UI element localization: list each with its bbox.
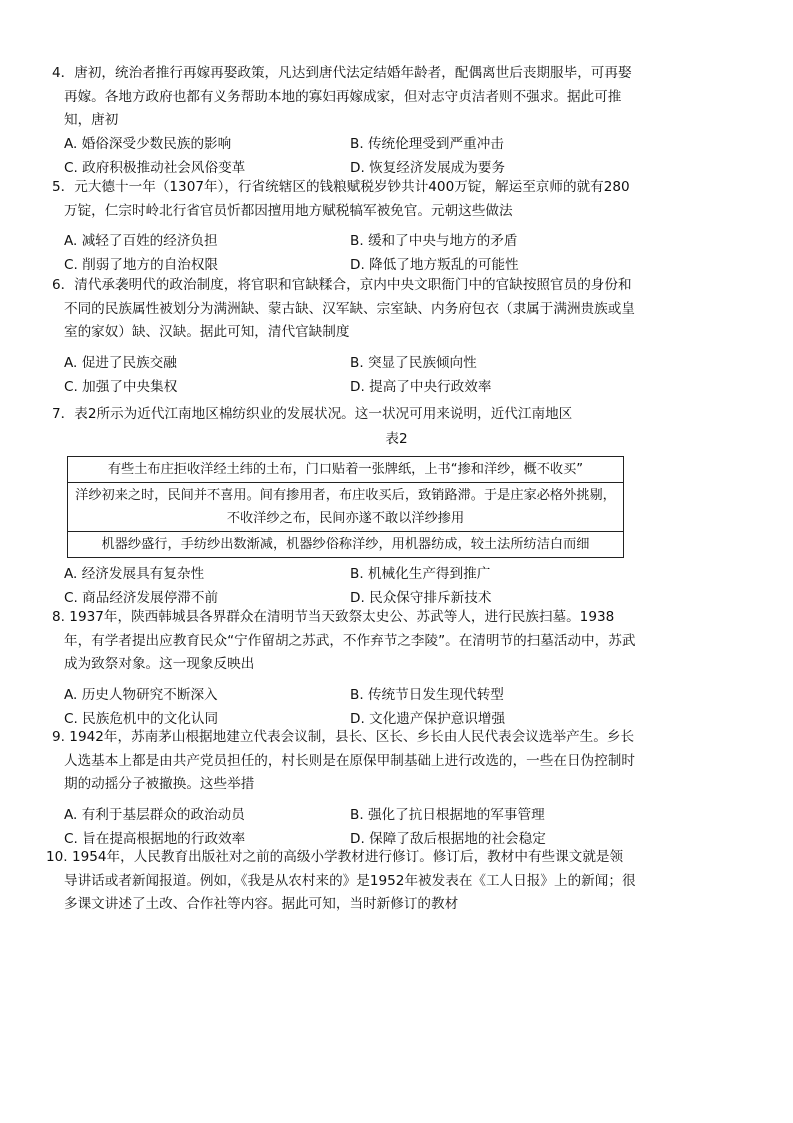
- option-b[interactable]: B. 机械化生产得到推广: [350, 566, 491, 582]
- option-a[interactable]: A. 婚俗深受少数民族的影响: [64, 136, 232, 152]
- option-b[interactable]: B. 传统伦理受到严重冲击: [350, 136, 504, 152]
- option-c[interactable]: C. 民族危机中的文化认同: [64, 711, 219, 727]
- question-4-stem: 4．唐初，统治者推行再嫁再娶政策，凡达到唐代法定结婚年龄者，配偶离世后丧期服毕，可再娶再嫁。各地方政府也都有义务帮助本地的寡妇再嫁成家，但对志守贞洁者则不强求。据此可推知，唐初: [52, 65, 632, 129]
- question-8-options: [64, 683, 636, 731]
- table-cell: 有些土布庄拒收洋经土纬的土布，门口贴着一张牌纸，上书“掺和洋纱，概不收买”: [68, 457, 624, 483]
- table-row: [68, 457, 624, 483]
- question-4-options: [64, 132, 636, 180]
- option-a[interactable]: A. 历史人物研究不断深入: [64, 687, 218, 703]
- question-9: [52, 726, 636, 797]
- question-8: [52, 606, 636, 677]
- question-5: [52, 176, 636, 223]
- option-c[interactable]: C. 商品经济发展停滞不前: [64, 590, 219, 606]
- option-c[interactable]: C. 削弱了地方的自治权限: [64, 257, 219, 273]
- data-table: [67, 456, 624, 558]
- question-7-options: [64, 562, 636, 610]
- table-row: [68, 483, 624, 532]
- option-c[interactable]: C. 政府积极推动社会风俗变革: [64, 160, 246, 176]
- table-title: 表2: [385, 431, 408, 447]
- option-b[interactable]: B. 强化了抗日根据地的军事管理: [350, 807, 545, 823]
- question-9-options: [64, 803, 636, 851]
- table-cell: 洋纱初来之时，民间并不喜用。间有掺用者，布庄收买后，致销路滞。于是庄家必格外挑剔，不收洋纱之布，民间亦遂不敢以洋纱掺用: [68, 483, 624, 532]
- question-5-stem: 5．元大德十一年（1307年），行省统辖区的钱粮赋税岁钞共计400万锭，解运至京师的就有280万锭，仁宗时岭北行省官员忻都因擅用地方赋税犒军被免官。元朝这些做法: [52, 179, 630, 219]
- option-b[interactable]: B. 传统节日发生现代转型: [350, 687, 504, 703]
- option-a[interactable]: A. 促进了民族交融: [64, 355, 177, 371]
- question-5-options: [64, 229, 636, 277]
- option-a[interactable]: A. 经济发展具有复杂性: [64, 566, 205, 582]
- question-10: [46, 846, 636, 917]
- question-4: [52, 62, 636, 133]
- question-6: [52, 274, 636, 345]
- option-d[interactable]: D. 保障了敌后根据地的社会稳定: [350, 831, 546, 847]
- option-d[interactable]: D. 恢复经济发展成为要务: [350, 160, 506, 176]
- option-a[interactable]: A. 减轻了百姓的经济负担: [64, 233, 218, 249]
- question-7-stem: 7．表2所示为近代江南地区棉纺织业的发展状况。这一状况可用来说明，近代江南地区: [52, 406, 573, 422]
- option-d[interactable]: D. 提高了中央行政效率: [350, 379, 492, 395]
- option-d[interactable]: D. 降低了地方叛乱的可能性: [350, 257, 519, 273]
- question-9-stem: 9. 1942年，苏南茅山根据地建立代表会议制，县长、区长、乡长由人民代表会议选举产生。乡长人选基本上都是由共产党员担任的，村长则是在原保甲制基础上进行改选的，一些在日伪控制时期的动摇分子被撤换。这些举措: [52, 729, 635, 793]
- option-d[interactable]: D. 文化遗产保护意识增强: [350, 711, 506, 727]
- table-cell: 机器纱盛行，手纺纱出数渐减，机器纱俗称洋纱，用机器纺成，较土法所纺洁白而细: [68, 532, 624, 558]
- question-7: [52, 403, 636, 427]
- question-6-options: [64, 351, 636, 399]
- option-d[interactable]: D. 民众保守排斥新技术: [350, 590, 492, 606]
- option-b[interactable]: B. 突显了民族倾向性: [350, 355, 477, 371]
- option-c[interactable]: C. 旨在提高根据地的行政效率: [64, 831, 246, 847]
- table-row: [68, 532, 624, 558]
- question-8-stem: 8. 1937年，陕西韩城县各界群众在清明节当天致祭太史公、苏武等人，进行民族扫墓。1938年，有学者提出应教育民众“宁作留胡之苏武，不作弃节之李陵”。在清明节的扫墓活动中，苏武成为致祭对象。这一现象反映出: [52, 609, 636, 673]
- question-6-stem: 6．清代承袭明代的政治制度，将官职和官缺糅合，京内中央文职衙门中的官缺按照官员的身份和不同的民族属性被划分为满洲缺、蒙古缺、汉军缺、宗室缺、内务府包衣（隶属于满洲贵族或皇室的家奴）缺、汉缺。据此可知，清代官缺制度: [52, 277, 635, 341]
- question-10-stem: 10. 1954年，人民教育出版社对之前的高级小学教材进行修订。修订后，教材中有些课文就是领导讲话或者新闻报道。例如，《我是从农村来的》是1952年被发表在《工人日报》上的新闻；很多课文讲述了土改、合作社等内容。据此可知，当时新修订的教材: [46, 849, 636, 913]
- option-c[interactable]: C. 加强了中央集权: [64, 379, 178, 395]
- option-a[interactable]: A. 有利于基层群众的政治动员: [64, 807, 245, 823]
- option-b[interactable]: B. 缓和了中央与地方的矛盾: [350, 233, 518, 249]
